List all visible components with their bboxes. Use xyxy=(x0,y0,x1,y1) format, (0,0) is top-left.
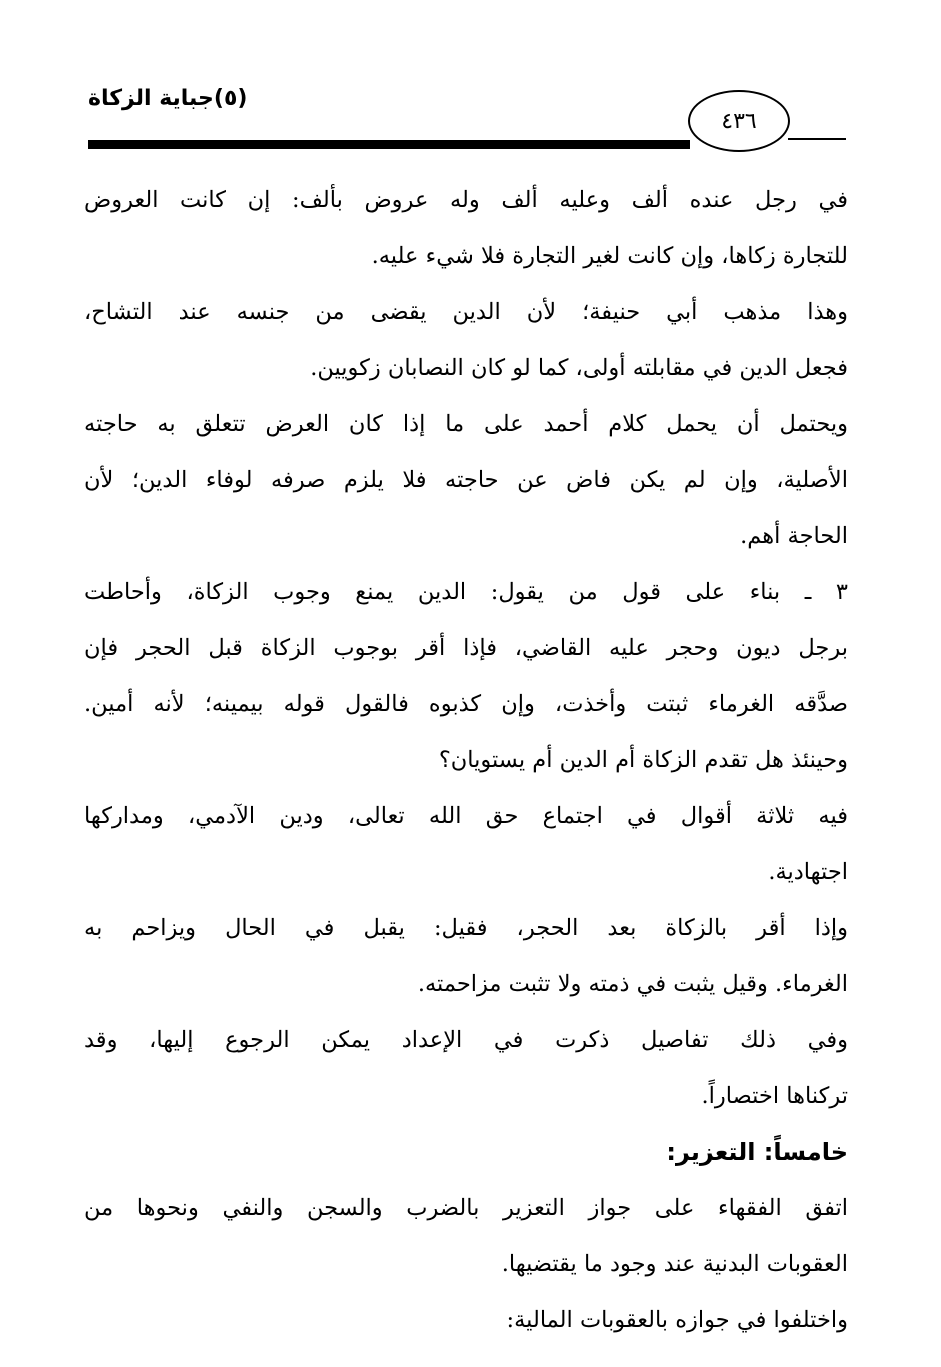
body-text xyxy=(84,172,848,1348)
text-line: العقوبات البدنية عند وجود ما يقتضيها. xyxy=(501,1251,848,1277)
text-line: للتجارة زكاها، وإن كانت لغير التجارة فلا شيء عليه. xyxy=(371,243,848,269)
section-heading: خامساً: التعزير: xyxy=(666,1138,848,1166)
header-rule-thick xyxy=(88,140,690,149)
text-line: صدَّقه الغرماء ثبتت وأخذت، وإن كذبوه فالقول قوله بيمينه؛ لأنه أمين. xyxy=(84,691,848,717)
text-line: ويحتمل أن يحمل كلام أحمد على ما إذا كان العرض تتعلق به حاجته xyxy=(84,411,848,437)
text-line: واختلفوا في جوازه بالعقوبات المالية: xyxy=(506,1307,848,1333)
text-line: فجعل الدين في مقابلته أولى، كما لو كان النصابان زكويين. xyxy=(310,355,848,381)
text-line: وحينئذ هل تقدم الزكاة أم الدين أم يستويان؟ xyxy=(438,747,848,773)
text-line: الغرماء. وقيل يثبت في ذمته ولا تثبت مزاحمته. xyxy=(417,971,848,997)
text-line: الأصلية، وإن لم يكن فاض عن حاجته فلا يلزم صرفه لوفاء الدين؛ لأن xyxy=(84,467,848,493)
text-line: برجل ديون وحجر عليه القاضي، فإذا أقر بوجوب الزكاة قبل الحجر فإن xyxy=(84,635,848,661)
text-line: ٣ ـ بناء على قول من يقول: الدين يمنع وجوب الزكاة، وأحاطت xyxy=(84,579,848,605)
text-line: في رجل عنده ألف وعليه ألف وله عروض بألف: إن كانت العروض xyxy=(84,187,848,213)
text-line: تركناها اختصاراً. xyxy=(701,1083,848,1109)
page-number-oval xyxy=(688,90,790,152)
text-line: اتفق الفقهاء على جواز التعزير بالضرب والسجن والنفي ونحوها من xyxy=(84,1195,848,1221)
running-title: (٥)جباية الزكاة xyxy=(88,86,248,111)
text-line: وهذا مذهب أبي حنيفة؛ لأن الدين يقضى من جنسه عند التشاح، xyxy=(84,299,848,325)
page-number: ٤٣٦ xyxy=(721,108,757,134)
text-line: الحاجة أهم. xyxy=(740,523,848,549)
text-line: اجتهادية. xyxy=(768,859,848,885)
text-line: وفي ذلك تفاصيل ذكرت في الإعداد يمكن الرجوع إليها، وقد xyxy=(84,1027,848,1053)
text-line: وإذا أقر بالزكاة بعد الحجر، فقيل: يقبل في الحال ويزاحم به xyxy=(84,915,848,941)
text-line: فيه ثلاثة أقوال في اجتماع حق الله تعالى، ودين الآدمي، ومداركها xyxy=(84,803,848,829)
header-rule-thin xyxy=(788,138,846,140)
